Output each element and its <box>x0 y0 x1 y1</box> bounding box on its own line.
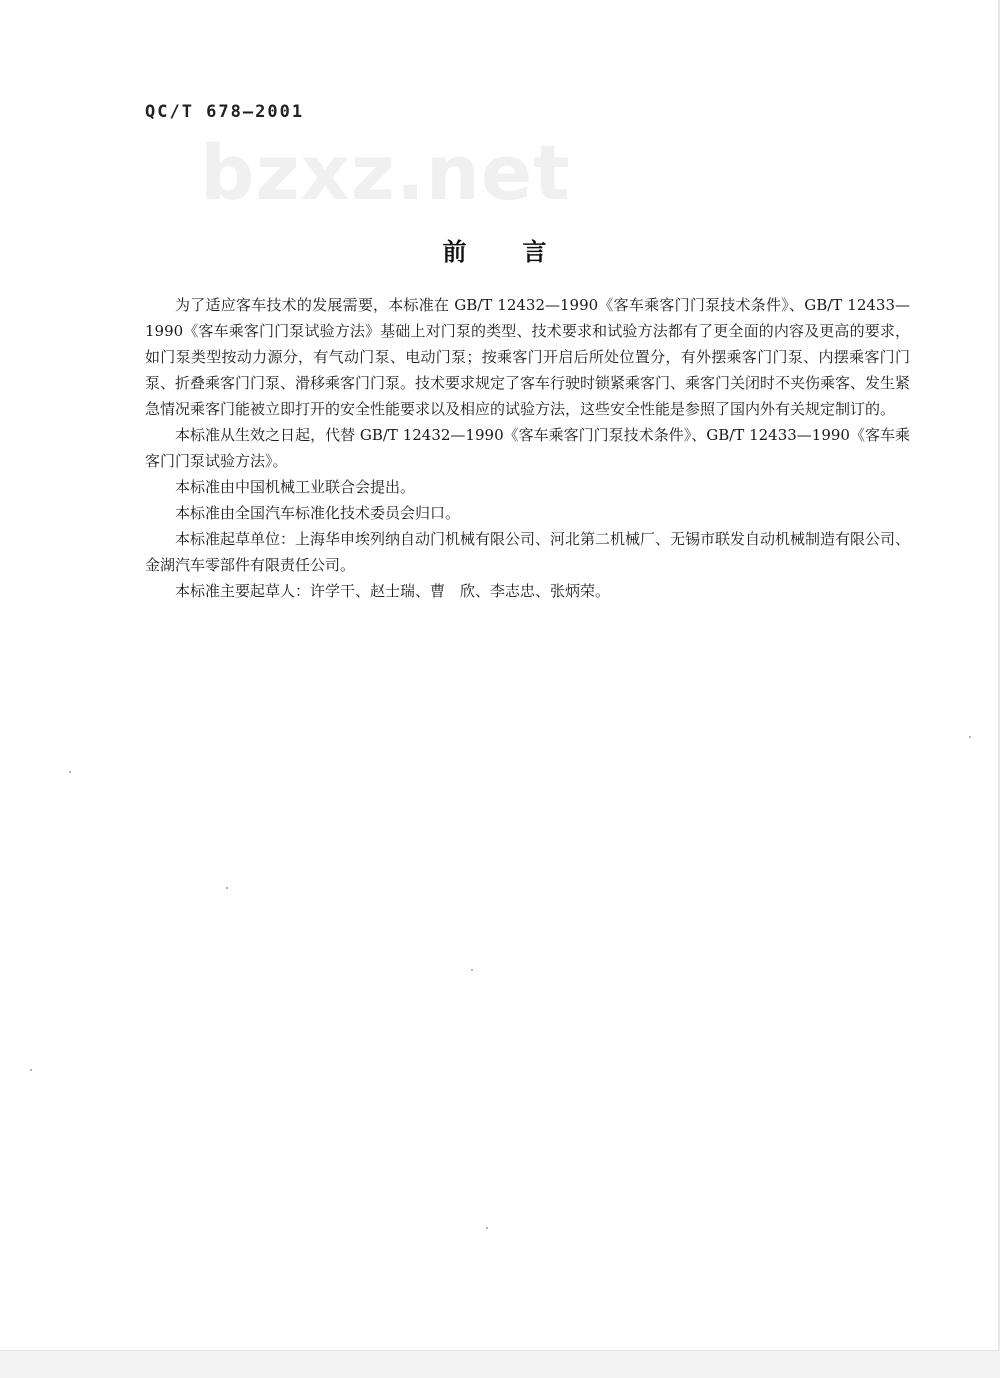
scan-bottom-band <box>0 1350 1000 1378</box>
watermark: bzxz.net <box>200 128 571 217</box>
scan-speck <box>30 1069 32 1071</box>
scan-speck <box>471 969 473 971</box>
scan-speck <box>69 771 71 773</box>
scan-speck <box>226 887 228 889</box>
foreword-body <box>145 292 910 604</box>
paragraph-drafters: 本标准主要起草人：许学干、赵士瑞、曹 欣、李志忠、张炳荣。 <box>175 582 611 600</box>
page-title: 前言 <box>442 237 603 266</box>
paragraph-administrator: 本标准由全国汽车标准化技术委员会归口。 <box>175 504 461 522</box>
paragraph-proposer: 本标准由中国机械工业联合会提出。 <box>175 478 416 496</box>
paragraph-background: 为了适应客车技术的发展需要，本标准在 GB/T 12432—1990《客车乘客门门泵技术条件》、GB/T 12433—1990《客车乘客门门泵试验方法》基础上对门泵的类型、技术要求和试验方法都有了更全面的内容及更高的要求，如门泵类型按动力源分，有气动门泵、电动门泵；按乘客门开启后所处位置分，有外摆乘客门门泵、内摆乘客门门泵、折叠乘客门门泵、滑移乘客门门泵。技术要求规定了客车行驶时锁紧乘客门、乘客门关闭时不夹伤乘客、发生紧急情况乘客门能被立即打开的安全性能要求以及相应的试验方法，这些安全性能是参照了国内外有关规定制订的。 <box>145 296 911 418</box>
paragraph-drafting-units: 本标准起草单位：上海华申埃列纳自动门机械有限公司、河北第二机械厂、无锡市联发自动机械制造有限公司、金湖汽车零部件有限责任公司。 <box>145 530 911 574</box>
paragraph-replacement: 本标准从生效之日起，代替 GB/T 12432—1990《客车乘客门门泵技术条件》、GB/T 12433—1990《客车乘客门门泵试验方法》。 <box>145 426 910 470</box>
document-code: QC/T 678—2001 <box>145 102 305 122</box>
scan-speck <box>969 736 971 738</box>
scan-speck <box>486 1227 488 1229</box>
